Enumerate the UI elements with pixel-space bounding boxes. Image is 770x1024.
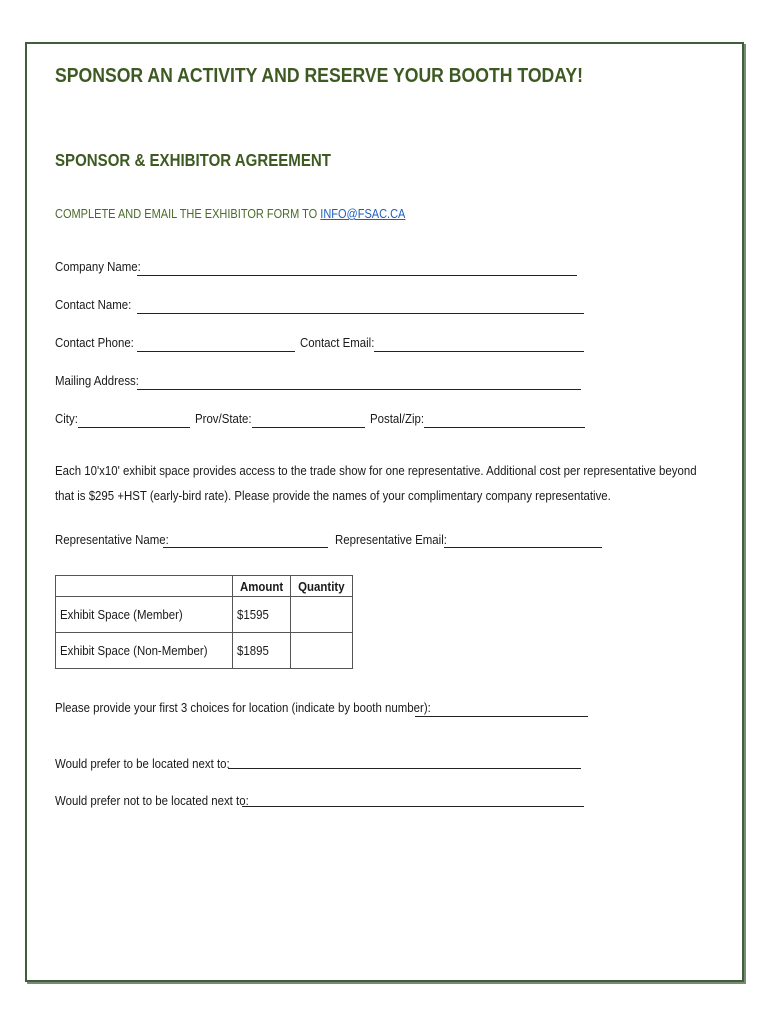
table-row [56,633,353,669]
contact-phone-label: Contact Phone: [55,335,134,350]
city-label: City: [55,411,78,426]
company-name-label: Company Name: [55,259,141,274]
section-title: SPONSOR & EXHIBITOR AGREEMENT [55,150,331,170]
contact-email-label: Contact Email: [300,335,375,350]
company-name-field[interactable] [137,275,577,276]
prefer-next-label: Would prefer to be located next to: [55,756,230,771]
postal-zip-label: Postal/Zip: [370,411,425,426]
table-header-quantity: Quantity [290,576,352,597]
prefer-not-field[interactable] [242,806,584,807]
prefer-not-label: Would prefer not to be located next to: [55,793,249,808]
row-amount: $1895 [232,633,290,669]
email-instruction [55,207,405,221]
location-choices-field[interactable] [415,716,588,717]
table-row [56,597,353,633]
contact-phone-field[interactable] [137,351,295,352]
contact-email-field[interactable] [374,351,584,352]
representative-name-field[interactable] [163,547,328,548]
row-amount: $1595 [232,597,290,633]
table-header-item [56,576,233,597]
row-item: Exhibit Space (Non-Member) [56,633,233,669]
email-link[interactable]: INFO@FSAC.CA [320,207,406,221]
representative-name-label: Representative Name: [55,532,169,547]
representative-email-label: Representative Email: [335,532,447,547]
prefer-next-field[interactable] [228,768,581,769]
city-field[interactable] [78,427,190,428]
form-border [25,42,744,982]
table-header-amount: Amount [232,576,290,597]
exhibit-info-paragraph: Each 10'x10' exhibit space provides access to the trade show for one representative. Additional cost per representative beyond that is $295 +HST (early-bird rate). Please provide the names of your complimentary company representative. [55,463,697,503]
row-quantity-input[interactable] [290,597,352,633]
representative-email-field[interactable] [444,547,602,548]
page-title: SPONSOR AN ACTIVITY AND RESERVE YOUR BOOTH TODAY! [55,64,584,87]
pricing-table [55,575,353,669]
prov-state-label: Prov/State: [195,411,252,426]
row-item: Exhibit Space (Member) [56,597,233,633]
contact-name-label: Contact Name: [55,297,132,312]
mailing-address-label: Mailing Address: [55,373,139,388]
row-quantity-input[interactable] [290,633,352,669]
location-choices-label: Please provide your first 3 choices for location (indicate by booth number): [55,700,431,715]
table-header-row [56,576,353,597]
instruction-text: COMPLETE AND EMAIL THE EXHIBITOR FORM TO [55,207,321,221]
prov-state-field[interactable] [252,427,365,428]
contact-name-field[interactable] [137,313,584,314]
postal-zip-field[interactable] [424,427,585,428]
mailing-address-field[interactable] [137,389,581,390]
